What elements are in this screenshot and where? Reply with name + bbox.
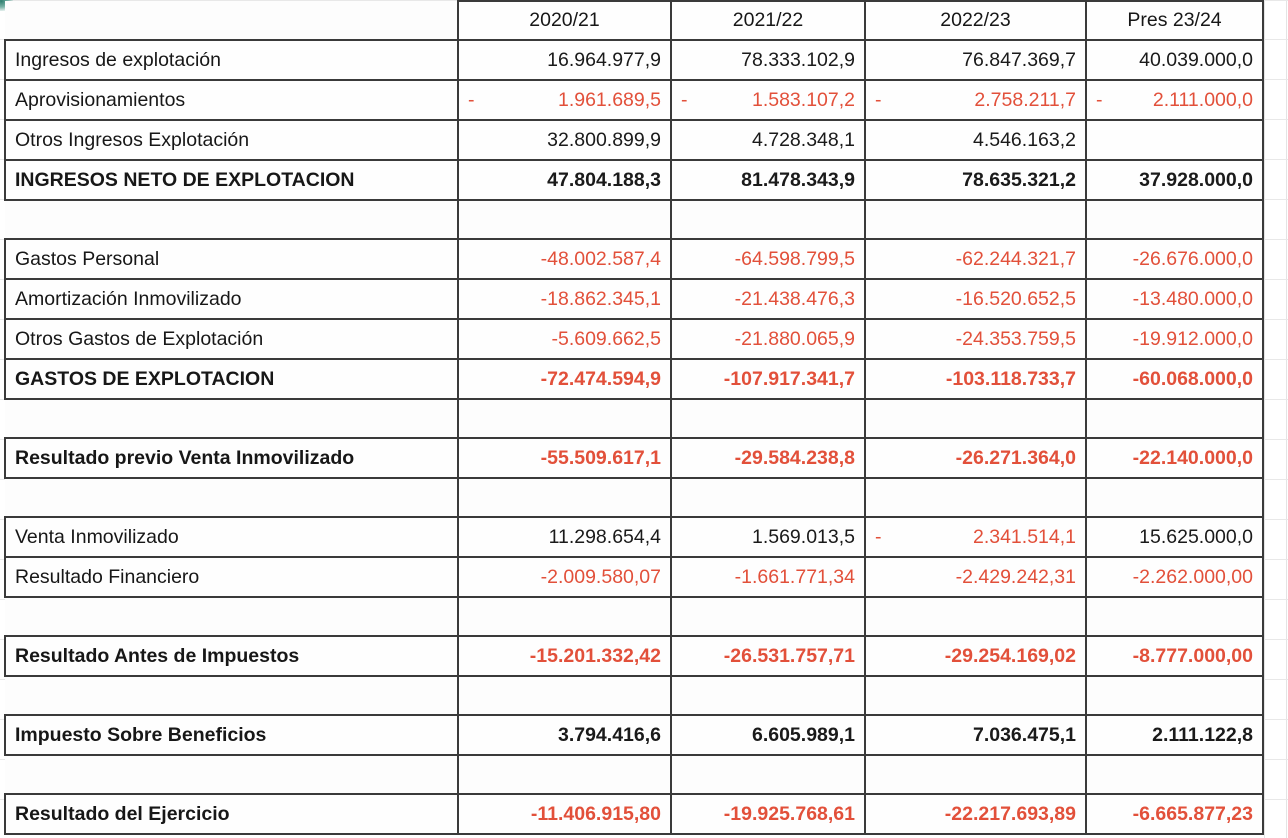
row-label-aprovisionamientos[interactable]: Aprovisionamientos	[5, 80, 458, 120]
table-row	[5, 517, 1263, 557]
value-text: 81.478.343,9	[741, 168, 855, 191]
row-label-venta-inmovilizado[interactable]: Venta Inmovilizado	[5, 517, 458, 557]
table-row	[5, 557, 1263, 597]
spacer-value-cell	[865, 755, 1086, 794]
cell-otros-ingresos-explotacion-pres-23-24[interactable]	[1086, 120, 1263, 160]
row-label-gastos-de-explotacion[interactable]: GASTOS DE EXPLOTACION	[5, 359, 458, 399]
spacer-value-cell	[671, 399, 865, 438]
cell-otros-gastos-de-explotacion-2021-22[interactable]	[671, 319, 865, 359]
row-label-resultado-financiero[interactable]: Resultado Financiero	[5, 557, 458, 597]
accounting-value	[875, 527, 1076, 547]
cell-otros-ingresos-explotacion-2020-21[interactable]	[458, 120, 671, 160]
value-text: 32.800.899,9	[547, 128, 661, 151]
value-text: -26.531.757,71	[723, 644, 855, 667]
value-text: -22.140.000,0	[1132, 446, 1253, 469]
value-text: -48.002.587,4	[540, 247, 661, 270]
value-text: -21.438.476,3	[734, 287, 855, 310]
cell-otros-gastos-de-explotacion-pres-23-24[interactable]	[1086, 319, 1263, 359]
spacer-label-cell	[5, 755, 458, 794]
accounting-value	[875, 90, 1076, 110]
cell-resultado-financiero-2022-23[interactable]	[865, 557, 1086, 597]
spacer-value-cell	[865, 676, 1086, 715]
cell-venta-inmovilizado-2020-21[interactable]	[458, 517, 671, 557]
value-text: -5.609.662,5	[551, 327, 661, 350]
cell-resultado-del-ejercicio-pres-23-24[interactable]	[1086, 794, 1263, 834]
table-spacer-row	[5, 597, 1263, 636]
value-text: -19.925.768,61	[723, 802, 855, 825]
cell-amortizacion-inmovilizado-pres-23-24[interactable]	[1086, 279, 1263, 319]
table-spacer-row	[5, 200, 1263, 239]
spacer-label-cell	[5, 676, 458, 715]
table-row	[5, 438, 1263, 478]
spacer-value-cell	[865, 200, 1086, 239]
value-text: -29.254.169,02	[944, 644, 1076, 667]
value-text: -6.665.877,23	[1132, 802, 1253, 825]
table-row	[5, 715, 1263, 755]
value-text: -8.777.000,00	[1132, 644, 1253, 667]
accounting-value	[468, 90, 661, 110]
value-text: 2.758.211,7	[974, 88, 1076, 111]
value-text: 1.583.107,2	[751, 88, 855, 111]
value-text: 6.605.989,1	[751, 723, 855, 746]
cell-aprovisionamientos-pres-23-24[interactable]	[1086, 80, 1263, 120]
value-text: 78.333.102,9	[741, 48, 855, 71]
value-text: -29.584.238,8	[734, 446, 855, 469]
spacer-value-cell	[458, 676, 671, 715]
value-text: -64.598.799,5	[734, 247, 855, 270]
spacer-value-cell	[865, 478, 1086, 517]
row-label-ingresos-neto-de-explotacion[interactable]: INGRESOS NETO DE EXPLOTACION	[5, 160, 458, 200]
cell-impuesto-sobre-beneficios-2021-22[interactable]	[671, 715, 865, 755]
value-text: -19.912.000,0	[1132, 327, 1253, 350]
value-text: -26.676.000,0	[1132, 247, 1253, 270]
cell-ingresos-neto-de-explotacion-pres-23-24[interactable]	[1086, 160, 1263, 200]
cell-otros-gastos-de-explotacion-2022-23[interactable]	[865, 319, 1086, 359]
cell-amortizacion-inmovilizado-2022-23[interactable]	[865, 279, 1086, 319]
row-label-amortizacion-inmovilizado[interactable]: Amortización Inmovilizado	[5, 279, 458, 319]
cell-gastos-personal-2021-22[interactable]	[671, 239, 865, 279]
value-text: -26.271.364,0	[955, 446, 1076, 469]
table-header-row	[5, 1, 1263, 40]
value-text: 3.794.416,6	[557, 723, 661, 746]
cell-resultado-financiero-pres-23-24[interactable]	[1086, 557, 1263, 597]
value-text: -2.009.580,07	[540, 565, 661, 588]
value-text: -60.068.000,0	[1132, 367, 1253, 390]
cell-otros-ingresos-explotacion-2021-22[interactable]	[671, 120, 865, 160]
row-label-gastos-personal[interactable]: Gastos Personal	[5, 239, 458, 279]
cell-gastos-personal-2022-23[interactable]	[865, 239, 1086, 279]
cell-gastos-de-explotacion-2021-22[interactable]	[671, 359, 865, 399]
value-text: -62.244.321,7	[955, 247, 1076, 270]
spacer-value-cell	[1086, 676, 1263, 715]
row-label-resultado-antes-de-impuestos[interactable]: Resultado Antes de Impuestos	[5, 636, 458, 676]
value-text: -2.429.242,31	[955, 565, 1076, 588]
spacer-value-cell	[1086, 755, 1263, 794]
spacer-value-cell	[671, 200, 865, 239]
spacer-value-cell	[1086, 200, 1263, 239]
cell-ingresos-neto-de-explotacion-2020-21[interactable]	[458, 160, 671, 200]
cell-aprovisionamientos-2022-23[interactable]	[865, 80, 1086, 120]
value-text: 4.728.348,1	[751, 128, 855, 151]
spacer-value-cell	[458, 597, 671, 636]
spacer-value-cell	[671, 597, 865, 636]
cell-ingresos-neto-de-explotacion-2022-23[interactable]	[865, 160, 1086, 200]
cell-resultado-financiero-2020-21[interactable]	[458, 557, 671, 597]
value-text: -107.917.341,7	[723, 367, 855, 390]
cell-ingresos-de-explotacion-2020-21[interactable]	[458, 40, 671, 80]
cell-venta-inmovilizado-pres-23-24[interactable]	[1086, 517, 1263, 557]
table-spacer-row	[5, 676, 1263, 715]
cell-otros-gastos-de-explotacion-2020-21[interactable]	[458, 319, 671, 359]
value-text: -55.509.617,1	[540, 446, 661, 469]
table-row	[5, 319, 1263, 359]
value-text: -24.353.759,5	[955, 327, 1076, 350]
value-text: 37.928.000,0	[1139, 168, 1253, 191]
value-text: -15.201.332,42	[529, 644, 661, 667]
table-row	[5, 80, 1263, 120]
row-label-resultado-del-ejercicio[interactable]: Resultado del Ejercicio	[5, 794, 458, 834]
cell-resultado-previo-venta-inmovilizado-pres-23-24[interactable]	[1086, 438, 1263, 478]
value-text: 2.111.000,0	[1152, 88, 1253, 111]
table-spacer-row	[5, 399, 1263, 438]
spacer-label-cell	[5, 399, 458, 438]
table-row	[5, 40, 1263, 80]
value-text: 4.546.163,2	[972, 128, 1076, 151]
table-spacer-row	[5, 478, 1263, 517]
spacer-label-cell	[5, 200, 458, 239]
table-row	[5, 239, 1263, 279]
cell-resultado-antes-de-impuestos-2021-22[interactable]	[671, 636, 865, 676]
negative-sign: -	[468, 88, 475, 111]
cell-resultado-del-ejercicio-2021-22[interactable]	[671, 794, 865, 834]
table-row	[5, 636, 1263, 676]
column-header-2020-21[interactable]: 2020/21	[458, 1, 671, 40]
header-corner-cell	[5, 1, 458, 40]
value-text: -1.661.771,34	[734, 565, 855, 588]
value-text: 1.961.689,5	[557, 88, 661, 111]
spacer-value-cell	[671, 478, 865, 517]
cell-ingresos-de-explotacion-pres-23-24[interactable]	[1086, 40, 1263, 80]
spacer-value-cell	[458, 399, 671, 438]
column-header-pres-23-24[interactable]: Pres 23/24	[1086, 1, 1263, 40]
row-label-otros-gastos-de-explotacion[interactable]: Otros Gastos de Explotación	[5, 319, 458, 359]
value-text: -11.406.915,80	[530, 802, 661, 825]
cell-ingresos-de-explotacion-2021-22[interactable]	[671, 40, 865, 80]
spacer-value-cell	[1086, 597, 1263, 636]
table-row	[5, 359, 1263, 399]
cell-resultado-previo-venta-inmovilizado-2022-23[interactable]	[865, 438, 1086, 478]
cell-gastos-de-explotacion-pres-23-24[interactable]	[1086, 359, 1263, 399]
cell-resultado-previo-venta-inmovilizado-2021-22[interactable]	[671, 438, 865, 478]
table-row	[5, 160, 1263, 200]
value-text: 1.569.013,5	[751, 525, 855, 548]
negative-sign: -	[875, 88, 882, 111]
cell-gastos-de-explotacion-2020-21[interactable]	[458, 359, 671, 399]
value-text: -21.880.065,9	[734, 327, 855, 350]
row-label-impuesto-sobre-beneficios[interactable]: Impuesto Sobre Beneficios	[5, 715, 458, 755]
cell-aprovisionamientos-2021-22[interactable]	[671, 80, 865, 120]
value-text: 76.847.369,7	[962, 48, 1076, 71]
table-row	[5, 120, 1263, 160]
cell-aprovisionamientos-2020-21[interactable]	[458, 80, 671, 120]
spacer-label-cell	[5, 597, 458, 636]
row-label-resultado-previo-venta-inmovilizado[interactable]: Resultado previo Venta Inmovilizado	[5, 438, 458, 478]
cell-resultado-financiero-2021-22[interactable]	[671, 557, 865, 597]
cell-amortizacion-inmovilizado-2021-22[interactable]	[671, 279, 865, 319]
table-row	[5, 794, 1263, 834]
accounting-value	[681, 90, 855, 110]
cell-resultado-del-ejercicio-2022-23[interactable]	[865, 794, 1086, 834]
value-text: -13.480.000,0	[1132, 287, 1253, 310]
row-label-otros-ingresos-explotacion[interactable]: Otros Ingresos Explotación	[5, 120, 458, 160]
negative-sign: -	[681, 88, 688, 111]
value-text: 16.964.977,9	[547, 48, 661, 71]
spacer-value-cell	[865, 399, 1086, 438]
accounting-value	[1096, 90, 1253, 110]
value-text: 2.341.514,1	[972, 525, 1076, 548]
spacer-value-cell	[1086, 399, 1263, 438]
value-text: -18.862.345,1	[540, 287, 661, 310]
cell-gastos-de-explotacion-2022-23[interactable]	[865, 359, 1086, 399]
value-text: -103.118.733,7	[945, 367, 1076, 390]
cell-resultado-antes-de-impuestos-2022-23[interactable]	[865, 636, 1086, 676]
cell-resultado-del-ejercicio-2020-21[interactable]	[458, 794, 671, 834]
column-header-2022-23[interactable]: 2022/23	[865, 1, 1086, 40]
value-text: 11.298.654,4	[548, 525, 661, 548]
cell-otros-ingresos-explotacion-2022-23[interactable]	[865, 120, 1086, 160]
value-text: -22.217.693,89	[944, 802, 1076, 825]
spacer-label-cell	[5, 478, 458, 517]
value-text: 40.039.000,0	[1139, 48, 1253, 71]
spacer-value-cell	[865, 597, 1086, 636]
cell-impuesto-sobre-beneficios-pres-23-24[interactable]	[1086, 715, 1263, 755]
spacer-value-cell	[1086, 478, 1263, 517]
value-text: 7.036.475,1	[972, 723, 1076, 746]
row-label-ingresos-de-explotacion[interactable]: Ingresos de explotación	[5, 40, 458, 80]
cell-ingresos-de-explotacion-2022-23[interactable]	[865, 40, 1086, 80]
table-spacer-row	[5, 755, 1263, 794]
spacer-value-cell	[458, 755, 671, 794]
value-text: 15.625.000,0	[1139, 525, 1253, 548]
table-row	[5, 279, 1263, 319]
negative-sign: -	[875, 525, 882, 548]
negative-sign: -	[1096, 88, 1103, 111]
cell-venta-inmovilizado-2021-22[interactable]	[671, 517, 865, 557]
cell-gastos-personal-2020-21[interactable]	[458, 239, 671, 279]
value-text: 47.804.188,3	[547, 168, 661, 191]
value-text: 78.635.321,2	[962, 168, 1076, 191]
spacer-value-cell	[671, 676, 865, 715]
value-text: -72.474.594,9	[540, 367, 661, 390]
spacer-value-cell	[671, 755, 865, 794]
cell-resultado-antes-de-impuestos-2020-21[interactable]	[458, 636, 671, 676]
value-text: -16.520.652,5	[955, 287, 1076, 310]
cell-ingresos-neto-de-explotacion-2021-22[interactable]	[671, 160, 865, 200]
cell-gastos-personal-pres-23-24[interactable]	[1086, 239, 1263, 279]
cell-resultado-antes-de-impuestos-pres-23-24[interactable]	[1086, 636, 1263, 676]
table-body	[5, 1, 1263, 834]
column-header-2021-22[interactable]: 2021/22	[671, 1, 865, 40]
value-text: -2.262.000,00	[1132, 565, 1253, 588]
cell-venta-inmovilizado-2022-23[interactable]	[865, 517, 1086, 557]
cell-impuesto-sobre-beneficios-2022-23[interactable]	[865, 715, 1086, 755]
financial-statement-table	[4, 0, 1264, 835]
value-text: 2.111.122,8	[1152, 723, 1253, 746]
cell-amortizacion-inmovilizado-2020-21[interactable]	[458, 279, 671, 319]
cell-impuesto-sobre-beneficios-2020-21[interactable]	[458, 715, 671, 755]
cell-resultado-previo-venta-inmovilizado-2020-21[interactable]	[458, 438, 671, 478]
spacer-value-cell	[458, 478, 671, 517]
spacer-value-cell	[458, 200, 671, 239]
